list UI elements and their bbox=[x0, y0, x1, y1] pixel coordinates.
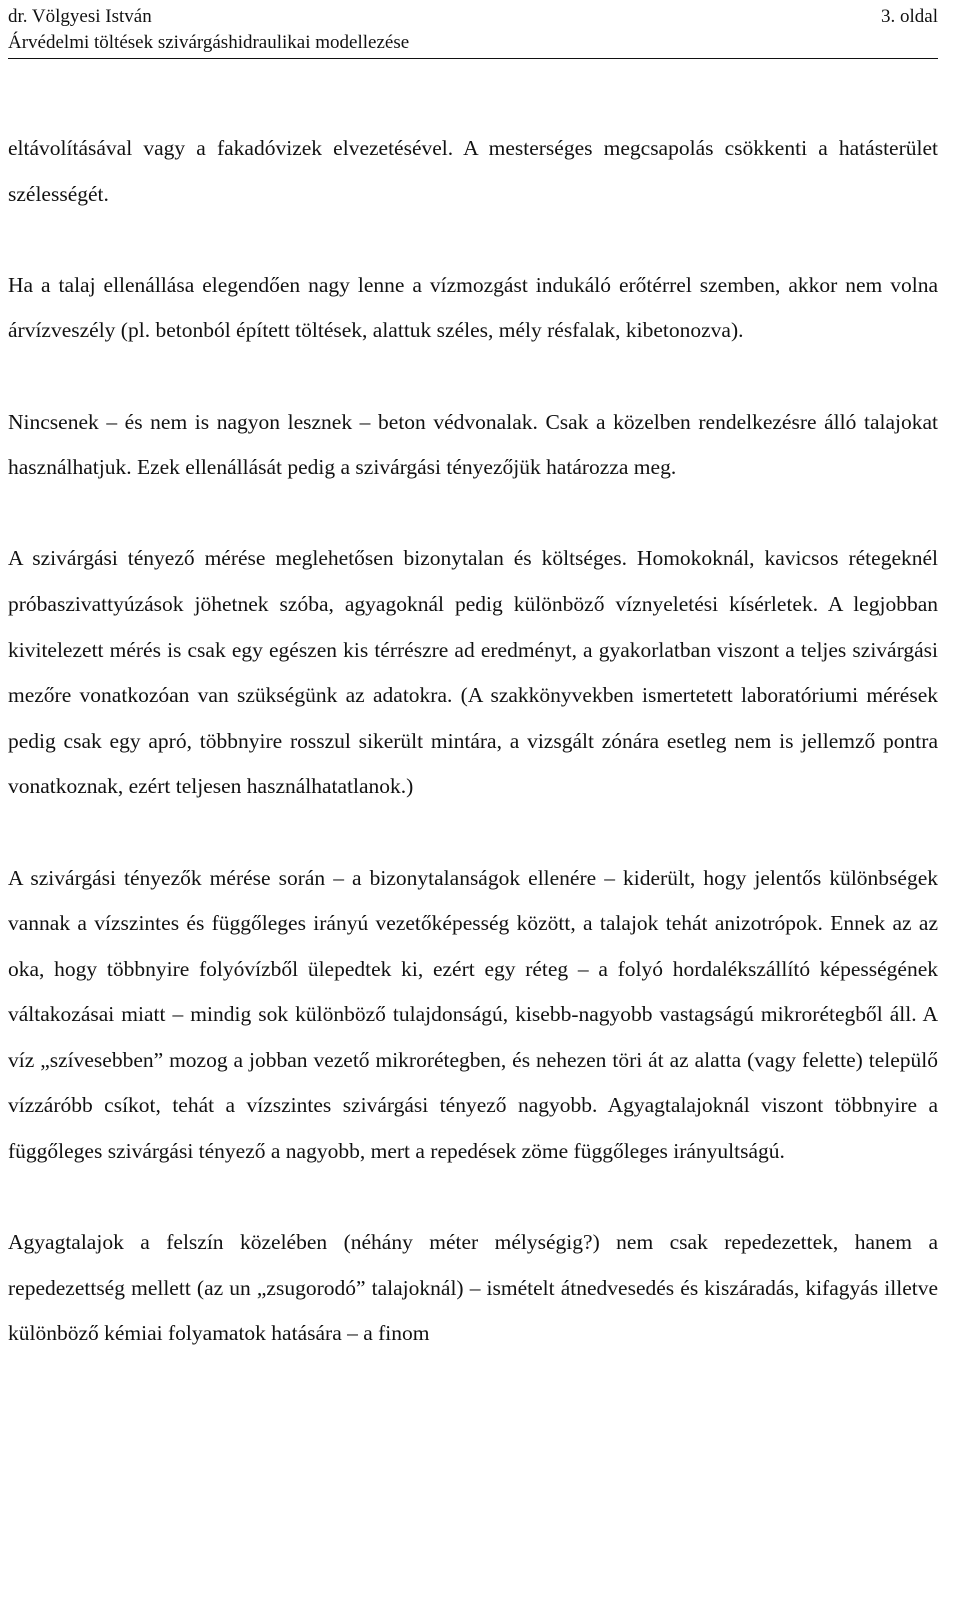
header-top-row bbox=[8, 4, 938, 30]
page-header bbox=[8, 4, 938, 56]
document-body bbox=[8, 126, 938, 1403]
header-divider bbox=[8, 58, 938, 59]
paragraph-2: Ha a talaj ellenállása elegendően nagy lenne a vízmozgást indukáló erőtérrel szemben, akkor nem volna árvízveszély (pl. betonból épített töltések, alattuk széles, mély résfalak, kibetonozva). bbox=[8, 272, 938, 343]
page-number: 3. oldal bbox=[881, 6, 938, 27]
paragraph-1: eltávolításával vagy a fakadóvizek elvezetésével. A mesterséges megcsapolás csökkenti a hatásterület szélességét. bbox=[8, 136, 938, 206]
author-name: dr. Völgyesi István bbox=[8, 6, 152, 27]
paragraph-3: Nincsenek – és nem is nagyon lesznek – beton védvonalak. Csak a közelben rendelkezésre álló talajokat használhatjuk. Ezek ellenállását pedig a szivárgási tényezőjük határozza meg. bbox=[8, 409, 938, 480]
paragraph-6: Agyagtalajok a felszín közelében (néhány méter mélységig?) nem csak repedezettek, hanem a repedezettség mellett (az un „zsugorodó” talajoknál) – ismételt átnedvesedés és kiszáradás, kifagyás illetve különböző kémiai folyamatok hatására – a finom bbox=[8, 1230, 938, 1346]
paragraph-4: A szivárgási tényező mérése meglehetősen bizonytalan és költséges. Homokoknál, kavicsos rétegeknél próbaszivattyúzások jöhetnek szóba, agyagoknál pedig különböző víznyeletési kísérletek. A legjobban kivitelezett mérés is csak egy egészen kis térrészre ad eredményt, a gyakorlatban viszont a teljes szivárgási mezőre vonatkozóan van szükségünk az adatokra. (A szakkönyvekben ismertetett laboratóriumi mérések pedig csak egy apró, többnyire rosszul sikerült mintára, a vizsgált zónára esetleg nem is jellemző pontra vonatkoznak, ezért teljesen használhatatlanok.) bbox=[8, 546, 938, 799]
paragraph-5: A szivárgási tényezők mérése során – a bizonytalanságok ellenére – kiderült, hogy jelentős különbségek vannak a vízszintes és függőleges irányú vezetőképesség között, a talajok tehát anizotrópok. Ennek az az oka, hogy többnyire folyóvízből ülepedtek ki, ezért egy réteg – a folyó hordalékszállító képességének váltakozásai miatt – mindig sok különböző tulajdonságú, kisebb-nagyobb vastagságú mikrorétegből áll. A víz „szívesebben” mozog a jobban vezető mikrorétegben, és nehezen töri át az alatta (vagy felette) települő vízzáróbb csíkot, tehát a vízszintes szivárgási tényező nagyobb. Agyagtalajoknál viszont többnyire a függőleges szivárgási tényező a nagyobb, mert a repedések zöme függőleges irányultságú. bbox=[8, 865, 938, 1164]
document-subtitle: Árvédelmi töltések szivárgáshidraulikai modellezése bbox=[8, 32, 410, 53]
